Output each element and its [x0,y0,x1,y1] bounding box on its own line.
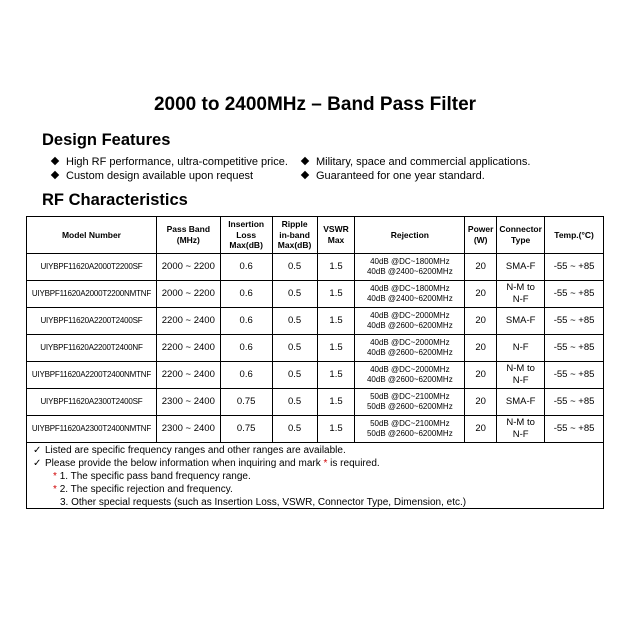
cell-line: Connector [499,224,542,235]
cell-line: VSWR [323,224,349,235]
cell-line: Max [327,235,345,245]
cell-line: SMA-F [505,260,536,272]
column-header [465,217,497,254]
cell-connector [497,416,545,443]
cell-line: 40dB @DC~1800MHz [370,256,450,266]
design-features-heading: Design Features [42,131,171,149]
checkmark-icon: ✓ [33,445,42,456]
checkmark-icon: ✓ [33,458,42,469]
cell-connector [497,254,545,281]
cell-line: 40dB @2400~6200MHz [366,294,453,303]
cell-line: Rejection [390,229,429,240]
note-line [33,445,346,456]
cell-power: 20 [465,362,497,389]
cell-rejection [355,416,465,443]
cell-temp: -55 ~ +85 [545,335,604,362]
cell-line: in-band [279,229,310,240]
cell-line: Power [467,224,494,235]
required-star: * [323,458,328,469]
cell-connector [497,362,545,389]
cell-line: Max(dB) [277,240,312,251]
cell-line: 50dB @2600~6200MHz [366,402,453,411]
table-row [27,389,604,416]
cell-rejection [355,254,465,281]
cell-vswr: 1.5 [317,389,355,416]
cell-vswr: 1.5 [317,308,355,335]
cell-line: N-M to [506,362,535,374]
cell-vswr: 1.5 [317,281,355,308]
cell-vswr: 1.5 [317,254,355,281]
cell-line: 40dB @DC~2000MHz [370,364,450,374]
cell-power: 20 [465,281,497,308]
cell-line: 50dB @2600~6200MHz [366,429,453,438]
cell-il: 0.6 [220,362,272,389]
cell-ripple: 0.5 [272,281,317,308]
cell-ripple: 0.5 [272,254,317,281]
cell-model: UIYBPF11620A2200T2400SF [27,308,157,335]
cell-band: 2300 ~ 2400 [156,389,220,416]
cell-line: SMA-F [505,395,536,407]
cell-rejection [355,389,465,416]
notes-box [26,442,604,509]
cell-power: 20 [465,416,497,443]
cell-connector [497,335,545,362]
table-row [27,362,604,389]
required-star: * [53,471,57,482]
cell-band: 2200 ~ 2400 [156,308,220,335]
rf-spec-table [26,216,604,443]
cell-line: 50dB @DC~2100MHz [370,418,450,428]
cell-model: UIYBPF11620A2300T2400NMTNF [27,416,157,443]
cell-model: UIYBPF11620A2000T2200SF [27,254,157,281]
cell-line: Type [511,235,531,245]
cell-band: 2300 ~ 2400 [156,416,220,443]
cell-il: 0.6 [220,254,272,281]
cell-model: UIYBPF11620A2200T2400NF [27,335,157,362]
column-header [220,217,272,254]
cell-line: N-F [512,341,529,353]
cell-vswr: 1.5 [317,335,355,362]
feature-item [52,170,253,182]
cell-band: 2200 ~ 2400 [156,335,220,362]
cell-temp: -55 ~ +85 [545,416,604,443]
cell-model: UIYBPF11620A2000T2200NMTNF [27,281,157,308]
rf-characteristics-heading: RF Characteristics [42,191,188,209]
cell-temp: -55 ~ +85 [545,362,604,389]
feature-text: High RF performance, ultra-competitive price. [66,156,288,168]
cell-line: 40dB @2400~6200MHz [366,267,453,276]
feature-text: Guaranteed for one year standard. [316,170,485,182]
feature-item [52,156,288,168]
cell-ripple: 0.5 [272,389,317,416]
cell-il: 0.6 [220,335,272,362]
cell-line: Ripple [281,219,308,230]
diamond-bullet-icon [51,171,59,179]
cell-il: 0.6 [220,308,272,335]
cell-line: Insertion [228,219,265,230]
cell-temp: -55 ~ +85 [545,389,604,416]
cell-il: 0.75 [220,389,272,416]
cell-line: Model Number [61,229,121,240]
cell-line: N-F [512,375,529,386]
cell-line: (W) [473,235,488,245]
cell-vswr: 1.5 [317,362,355,389]
table-body [27,254,604,443]
cell-model: UIYBPF11620A2300T2400SF [27,389,157,416]
requirement-line [53,471,251,482]
cell-band: 2000 ~ 2200 [156,254,220,281]
cell-il: 0.75 [220,416,272,443]
cell-line: 50dB @DC~2100MHz [370,391,450,401]
table-row [27,281,604,308]
cell-temp: -55 ~ +85 [545,281,604,308]
requirement-line [60,497,466,508]
cell-line: 40dB @2600~6200MHz [366,321,453,330]
requirement-text: 2. The specific rejection and frequency. [59,484,233,495]
cell-line: 40dB @DC~1800MHz [370,283,450,293]
cell-temp: -55 ~ +85 [545,308,604,335]
cell-model: UIYBPF11620A2200T2400NMTNF [27,362,157,389]
column-header [272,217,317,254]
table-row [27,416,604,443]
cell-band: 2200 ~ 2400 [156,362,220,389]
cell-line: 40dB @2600~6200MHz [366,375,453,384]
required-star: * [53,484,57,495]
column-header [545,217,604,254]
table-row [27,254,604,281]
diamond-bullet-icon [301,157,309,165]
cell-power: 20 [465,254,497,281]
feature-item [302,156,530,168]
cell-rejection [355,281,465,308]
feature-text: Military, space and commercial applications. [316,156,531,168]
cell-line: Pass Band [166,224,211,235]
note-line [33,458,380,469]
cell-line: N-M to [506,416,535,428]
feature-text: Custom design available upon request [66,170,254,182]
cell-ripple: 0.5 [272,335,317,362]
cell-rejection [355,362,465,389]
note-text: is required. [327,458,380,469]
diamond-bullet-icon [301,171,309,179]
requirement-text: 1. The specific pass band frequency range. [59,471,251,482]
cell-line: N-F [512,294,529,305]
cell-ripple: 0.5 [272,362,317,389]
column-header [27,217,157,254]
requirement-text: 3. Other special requests (such as Insertion Loss, VSWR, Connector Type, Dimension, etc.) [60,497,467,508]
diamond-bullet-icon [51,157,59,165]
cell-line: SMA-F [505,314,536,326]
cell-band: 2000 ~ 2200 [156,281,220,308]
column-header [355,217,465,254]
cell-line: 40dB @DC~2000MHz [370,337,450,347]
column-header [317,217,355,254]
cell-power: 20 [465,389,497,416]
cell-line: 40dB @DC~2000MHz [370,310,450,320]
cell-line: Temp.(°C) [554,229,594,240]
cell-ripple: 0.5 [272,416,317,443]
cell-line: 40dB @2600~6200MHz [366,348,453,357]
cell-line: (MHz) [176,235,200,245]
cell-power: 20 [465,335,497,362]
cell-rejection [355,308,465,335]
note-text: Listed are specific frequency ranges and other ranges are available. [45,445,346,456]
cell-il: 0.6 [220,281,272,308]
requirement-line [53,484,233,495]
cell-line: N-M to [506,281,535,293]
cell-line: N-F [512,429,529,440]
cell-line: Loss [236,229,257,240]
column-header [156,217,220,254]
cell-ripple: 0.5 [272,308,317,335]
cell-connector [497,308,545,335]
table-header-row [27,217,604,254]
column-header [497,217,545,254]
cell-connector [497,389,545,416]
cell-power: 20 [465,308,497,335]
cell-temp: -55 ~ +85 [545,254,604,281]
cell-rejection [355,335,465,362]
table-row [27,308,604,335]
cell-vswr: 1.5 [317,416,355,443]
cell-connector [497,281,545,308]
page-title: 2000 to 2400MHz – Band Pass Filter [153,94,477,115]
note-text: Please provide the below information when inquiring and mark [45,458,324,469]
cell-line: Max(dB) [229,240,263,251]
feature-item [302,170,485,182]
table-row [27,335,604,362]
